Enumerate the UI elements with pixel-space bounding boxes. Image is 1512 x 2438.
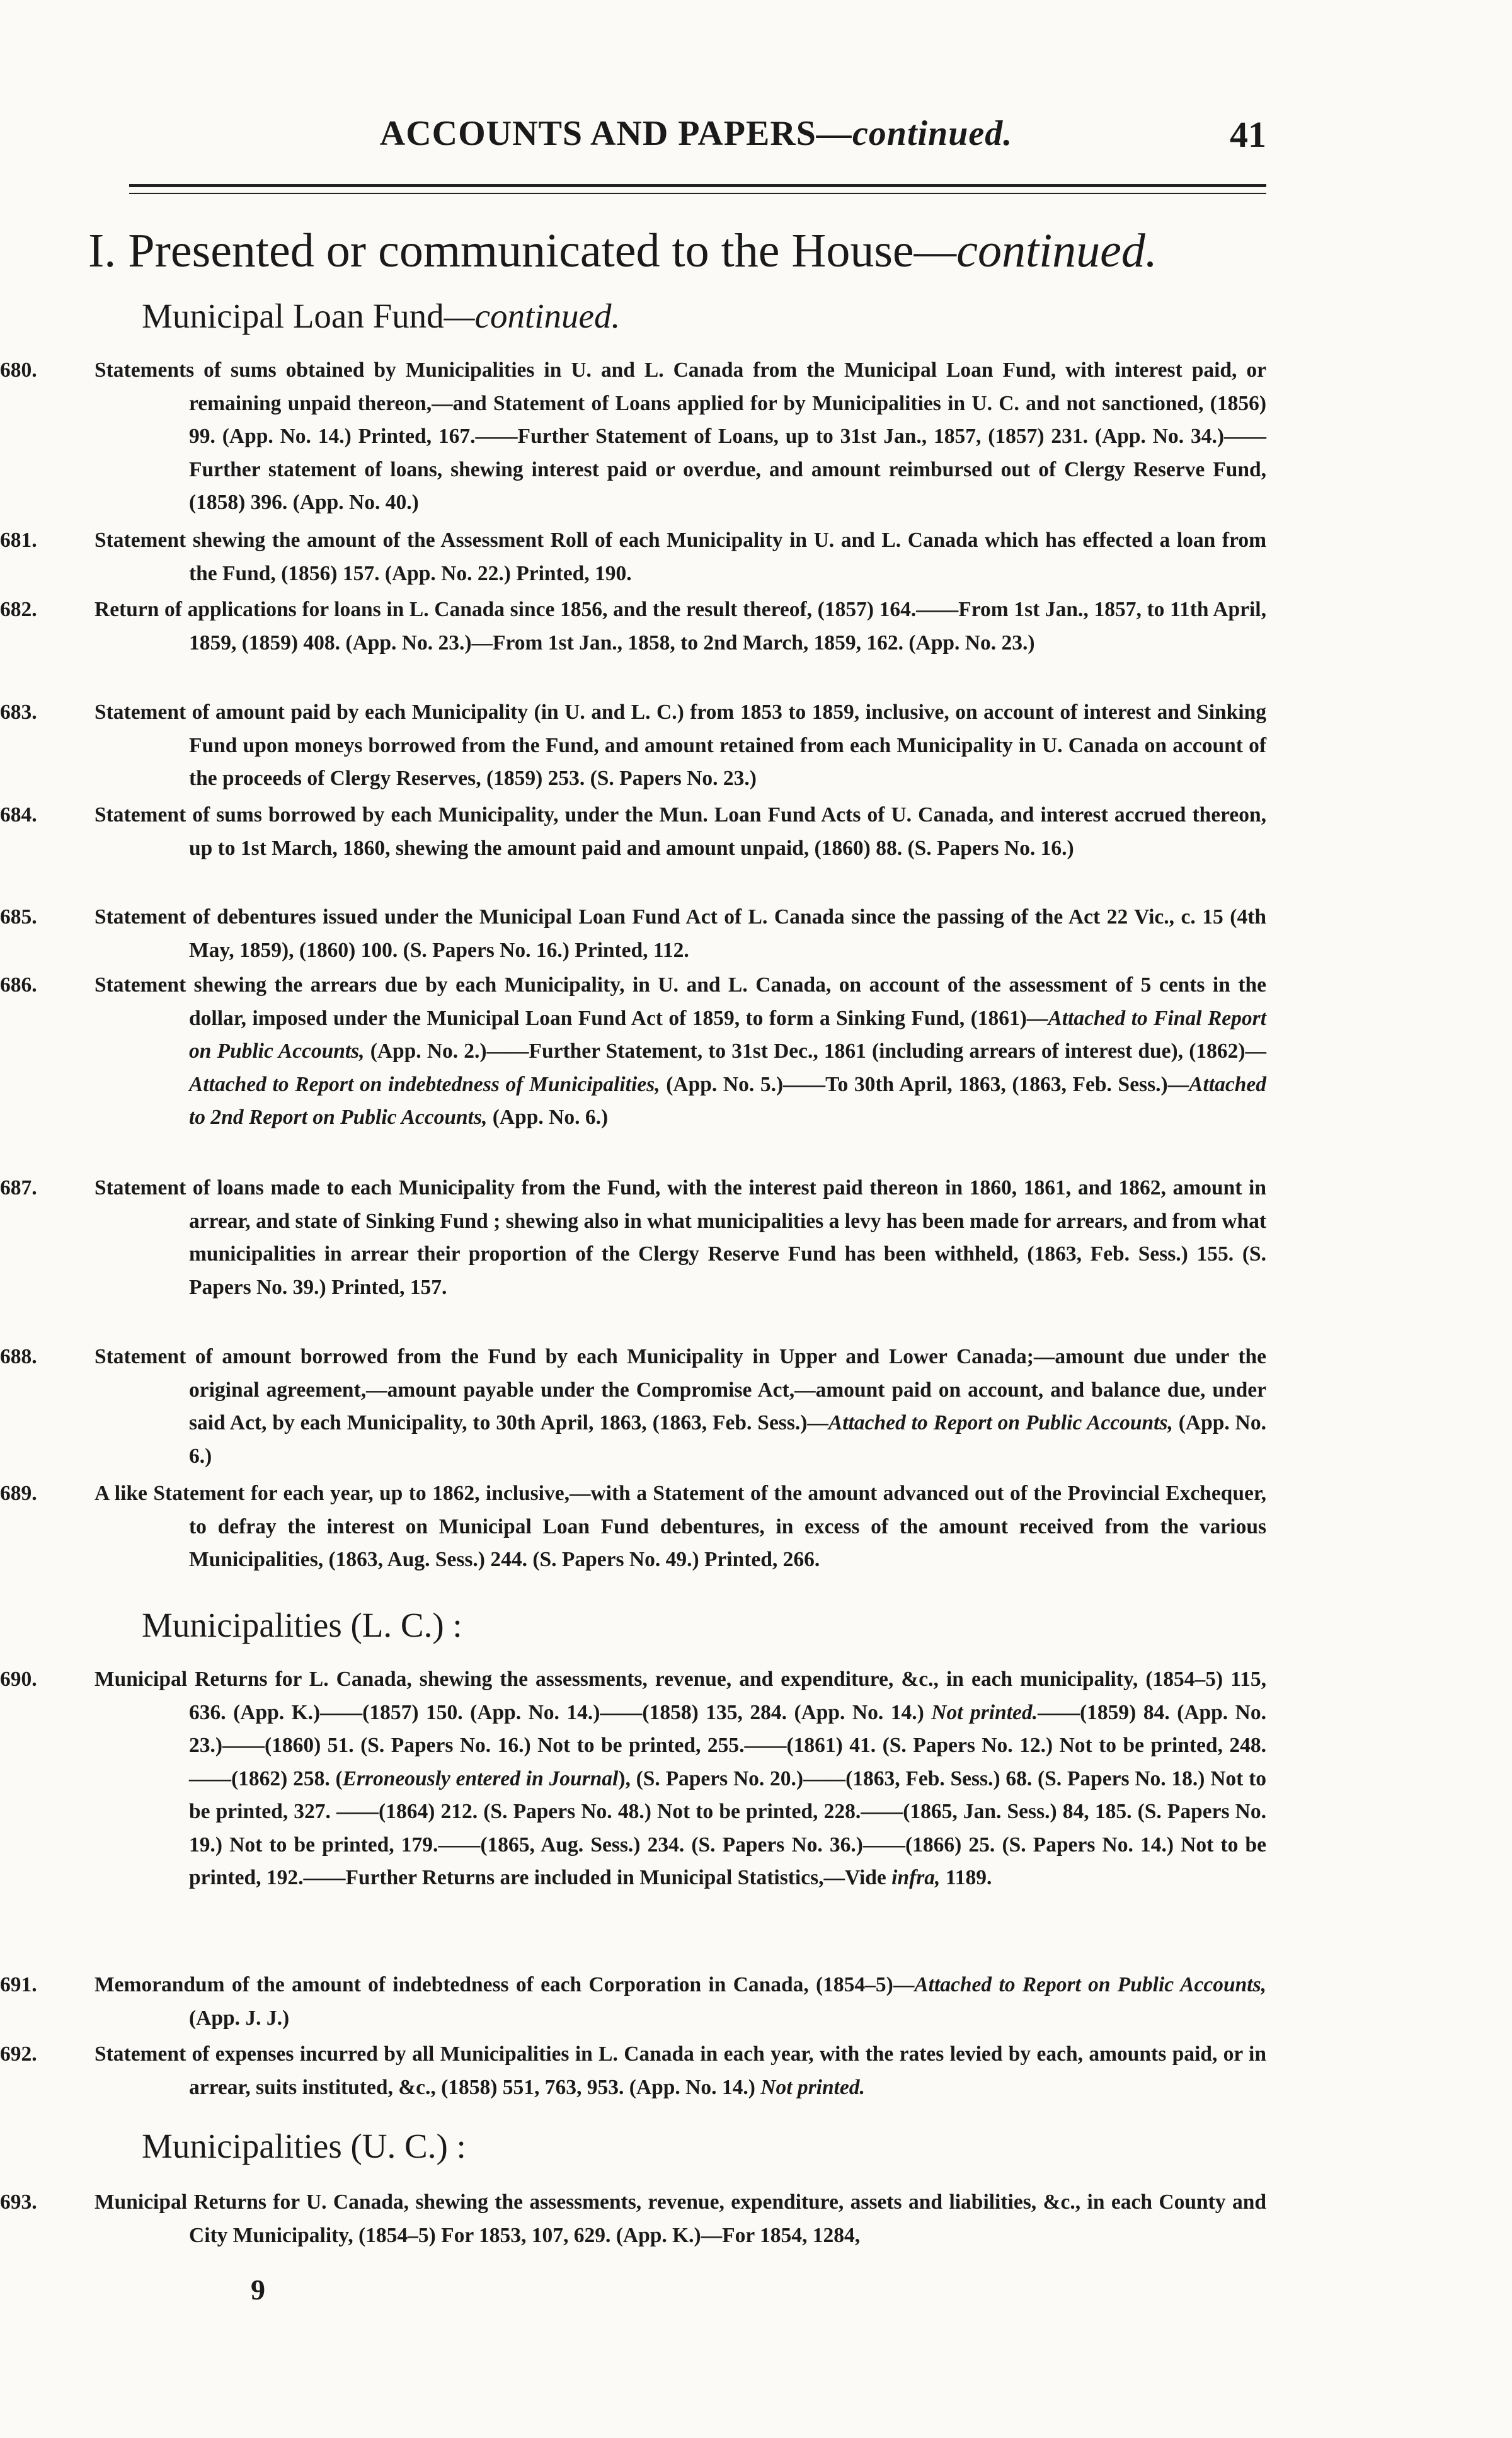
- subheading-loan-fund-cont: —continued.: [444, 297, 621, 335]
- entry-text: A like Statement for each year, up to 1862, inclusive,—with a Statement of the amount advanced out of the Provincial Exchequer, to defray the interest on Municipal Loan Fund debentures, in excess of the amount received from the various Municipalities, (1863, Aug. Sess.) 244. (S. Papers No. 49.) Printed, 266.: [94, 1482, 1266, 1571]
- entry-text: Statement of amount paid by each Municipality (in U. and L. C.) from 1853 to 1859, inclusive, on account of interest and Sinking Fund upon moneys borrowed from the Fund, and amount retained from each Municipality in U. Canada on account of the proceeds of Clergy Reserves, (1859) 253. (S. Papers No. 23.): [94, 701, 1266, 790]
- subheading-loan-fund-text: Municipal Loan Fund: [142, 297, 444, 335]
- entry-text: Statement of expenses incurred by all Municipalities in L. Canada in each year, with the rates levied by each, amounts paid, or in arrear, suits instituted, &c., (1858) 551, 763, 953. (App. No. 14.): [94, 2042, 1266, 2099]
- page-number: 41: [1230, 114, 1266, 155]
- subheading-municipalities-uc: Municipalities (U. C.) :: [142, 2127, 466, 2165]
- header-rule-thick: [129, 184, 1266, 187]
- entry-684: 684. Statement of sums borrowed by each Municipality, under the Mun. Loan Fund Acts of U. Canada, and interest accrued thereon, up to 1st March, 1860, shewing the amount paid and amount unpaid, (1860) 88. (S. Papers No. 16.): [0, 803, 1266, 860]
- entry-683: 683. Statement of amount paid by each Municipality (in U. and L. C.) from 1853 to 1859, inclusive, on account of interest and Sinking Fund upon moneys borrowed from the Fund, and amount retained from each Municipality in U. Canada on account of the proceeds of Clergy Reserves, (1859) 253. (S. Papers No. 23.): [0, 701, 1266, 790]
- entry-680: 680. Statements of sums obtained by Municipalities in U. and L. Canada from the Municipal Loan Fund, with interest paid, or remaining unpaid thereon,—and Statement of Loans applied for by Municipalities in U. C. and not sanctioned, (1856) 99. (App. No. 14.) Printed, 167.——Further Statement of Loans, up to 31st Jan., 1857, (1857) 231. (App. No. 34.)——Further statement of loans, shewing interest paid or overdue, and amount reimbursed out of Clergy Reserve Fund, (1858) 396. (App. No. 40.): [0, 358, 1266, 514]
- entry-691: 691. Memorandum of the amount of indebtedness of each Corporation in Canada, (1854–5)—Attached to Report on Public Accounts, (App. J. J.): [0, 1973, 1266, 2030]
- entry-text-italic: Erroneously entered in Journal: [342, 1766, 619, 1790]
- entry-text: Statement shewing the amount of the Assessment Roll of each Municipality in U. and L. Canada which has effected a loan from the Fund, (1856) 157. (App. No. 22.) Printed, 190.: [94, 529, 1266, 585]
- subheading-loan-fund: [142, 296, 620, 336]
- entry-688: 688. Statement of amount borrowed from the Fund by each Municipality in Upper and Lower Canada;—amount due under the original agreement,—amount payable under the Compromise Act,—amount paid on account, and balance due, under said Act, by each Municipality, to 30th April, 1863, (1863, Feb. Sess.)—Attached to Report on Public Accounts, (App. No. 6.): [0, 1345, 1266, 1468]
- entry-text: Statement of amount borrowed from the Fund by each Municipality in Upper and Lower Canada;—amount due under the original agreement,—amount payable under the Compromise Act,—amount paid on account, and balance due, under said Act, by each Municipality, to 30th April, 1863, (1863, Feb. Sess.)—: [94, 1345, 1266, 1434]
- section-heading: [88, 224, 1157, 278]
- entry-text-italic: Attached to Final Report on Public Accounts,: [189, 1006, 1266, 1063]
- entry-685: 685. Statement of debentures issued under the Municipal Loan Fund Act of L. Canada since the passing of the Act 22 Vic., c. 15 (4th May, 1859), (1860) 100. (S. Papers No. 16.) Printed, 112.: [0, 905, 1266, 962]
- entry-690: 690. Municipal Returns for L. Canada, shewing the assessments, revenue, and expenditure, &c., in each municipality, (1854–5) 115, 636. (App. K.)——(1857) 150. (App. No. 14.)——(1858) 135, 284. (App. No. 14.) Not printed.——(1859) 84. (App. No. 23.)——(1860) 51. (S. Papers No. 16.) Not to be printed, 255.——(1861) 41. (S. Papers No. 12.) Not to be printed, 248.——(1862) 258. (Erroneously entered in Journal), (S. Papers No. 20.)——(1863, Feb. Sess.) 68. (S. Papers No. 18.) Not to be printed, 327. ——(1864) 212. (S. Papers No. 48.) Not to be printed, 228.——(1865, Jan. Sess.) 84, 185. (S. Papers No. 19.) Not to be printed, 179.——(1865, Aug. Sess.) 234. (S. Papers No. 36.)——(1866) 25. (S. Papers No. 14.) Not to be printed, 192.——Further Returns are included in Municipal Statistics,—Vide infra, 1189.: [0, 1668, 1266, 1889]
- entry-text: Statement of debentures issued under the Municipal Loan Fund Act of L. Canada since the passing of the Act 22 Vic., c. 15 (4th May, 1859), (1860) 100. (S. Papers No. 16.) Printed, 112.: [94, 905, 1266, 962]
- entry-text: Statement of sums borrowed by each Municipality, under the Mun. Loan Fund Acts of U. Canada, and interest accrued thereon, up to 1st March, 1860, shewing the amount paid and amount unpaid, (1860) 88. (S. Papers No. 16.): [94, 803, 1266, 860]
- running-head-title-text: ACCOUNTS AND PAPERS: [379, 114, 816, 153]
- entry-text: Statements of sums obtained by Municipalities in U. and L. Canada from the Municipal Loan Fund, with interest paid, or remaining unpaid thereon,—and Statement of Loans applied for by Municipalities in U. C. and not sanctioned, (1856) 99. (App. No. 14.) Printed, 167.——Further Statement of Loans, up to 31st Jan., 1857, (1857) 231. (App. No. 34.)——Further statement of loans, shewing interest paid or overdue, and amount reimbursed out of Clergy Reserve Fund, (1858) 396. (App. No. 40.): [94, 358, 1266, 514]
- entry-text: (App. No. 2.)——Further Statement, to 31st Dec., 1861 (including arrears of interest due), (1862)—: [364, 1039, 1267, 1063]
- section-heading-cont: —continued.: [914, 224, 1157, 277]
- entry-text: (App. J. J.): [189, 2006, 290, 2030]
- subheading-municipalities-lc: Municipalities (L. C.) :: [142, 1606, 462, 1644]
- signature-mark: 9: [251, 2274, 265, 2306]
- entry-693: 693. Municipal Returns for U. Canada, shewing the assessments, revenue, expenditure, assets and liabilities, &c., in each County and City Municipality, (1854–5) For 1853, 107, 629. (App. K.)—For 1854, 1284,: [0, 2190, 1266, 2247]
- entry-text-italic: Attached to Report on indebtedness of Municipalities,: [189, 1072, 660, 1096]
- entry-text-italic: Attached to Report on Public Accounts,: [828, 1411, 1173, 1434]
- running-head-title: [126, 113, 1266, 154]
- entry-text: Municipal Returns for U. Canada, shewing the assessments, revenue, expenditure, assets and liabilities, &c., in each County and City Municipality, (1854–5) For 1853, 107, 629. (App. K.)—For 1854, 1284,: [94, 2190, 1266, 2247]
- entry-text: 1189.: [940, 1866, 992, 1889]
- entry-text: Statement shewing the arrears due by each Municipality, in U. and L. Canada, on account of the assessment of 5 cents in the dollar, imposed under the Municipal Loan Fund Act of 1859, to form a Sinking Fund, (1861)—: [94, 973, 1266, 1030]
- entry-text-italic: Not printed.: [931, 1700, 1038, 1724]
- section-heading-text: I. Presented or communicated to the House: [88, 224, 914, 277]
- entry-text: (App. No. 6.): [487, 1106, 609, 1129]
- entry-686: 686. Statement shewing the arrears due by each Municipality, in U. and L. Canada, on account of the assessment of 5 cents in the dollar, imposed under the Municipal Loan Fund Act of 1859, to form a Sinking Fund, (1861)—Attached to Final Report on Public Accounts, (App. No. 2.)——Further Statement, to 31st Dec., 1861 (including arrears of interest due), (1862)—Attached to Report on indebtedness of Municipalities, (App. No. 5.)——To 30th April, 1863, (1863, Feb. Sess.)—Attached to 2nd Report on Public Accounts, (App. No. 6.): [0, 973, 1267, 1129]
- entry-text: Memorandum of the amount of indebtedness of each Corporation in Canada, (1854–5)—: [94, 1973, 915, 1996]
- entry-682: 682. Return of applications for loans in L. Canada since 1856, and the result thereof, (1857) 164.——From 1st Jan., 1857, to 11th April, 1859, (1859) 408. (App. No. 23.)—From 1st Jan., 1858, to 2nd March, 1859, 162. (App. No. 23.): [0, 598, 1266, 655]
- entry-text-italic: infra,: [891, 1866, 941, 1889]
- entry-text: ), (S. Papers No. 20.)——(1863, Feb. Sess.) 68. (S. Papers No. 18.) Not to be printed, 327. ——(1864) 212. (S. Papers No. 48.) Not to be printed, 228.——(1865, Jan. Sess.) 84, 185. (S. Papers No. 19.) Not to be printed, 179.——(1865, Aug. Sess.) 234. (S. Papers No. 36.)——(1866) 25. (S. Papers No. 14.) Not to be printed, 192.——Further Returns are included in Municipal Statistics,—Vide: [189, 1766, 1266, 1889]
- entry-681: 681. Statement shewing the amount of the Assessment Roll of each Municipality in U. and L. Canada which has effected a loan from the Fund, (1856) 157. (App. No. 22.) Printed, 190.: [0, 529, 1266, 585]
- entry-text: (App. No. 5.)——To 30th April, 1863, (1863, Feb. Sess.)—: [660, 1072, 1189, 1096]
- entry-687: 687. Statement of loans made to each Municipality from the Fund, with the interest paid thereon in 1860, 1861, and 1862, amount in arrear, and state of Sinking Fund ; shewing also in what municipalities a levy has been made for arrears, and from what municipalities in arrear their proportion of the Clergy Reserve Fund has been withheld, (1863, Feb. Sess.) 155. (S. Papers No. 39.) Printed, 157.: [0, 1176, 1266, 1299]
- entry-text: Return of applications for loans in L. Canada since 1856, and the result thereof, (1857) 164.——From 1st Jan., 1857, to 11th April, 1859, (1859) 408. (App. No. 23.)—From 1st Jan., 1858, to 2nd March, 1859, 162. (App. No. 23.): [94, 598, 1266, 655]
- running-head: [126, 113, 1266, 164]
- entry-692: 692. Statement of expenses incurred by all Municipalities in L. Canada in each year, with the rates levied by each, amounts paid, or in arrear, suits instituted, &c., (1858) 551, 763, 953. (App. No. 14.) Not printed.: [0, 2042, 1266, 2099]
- header-rule-thin: [129, 193, 1266, 194]
- entry-text: ——(1859) 84. (App. No. 23.)——(1860) 51. (S. Papers No. 16.) Not to be printed, 255.——(1861) 41. (S. Papers No. 12.) Not to be printed, 248.——(1862) 258. (: [189, 1700, 1266, 1790]
- running-head-title-cont: —continued.: [816, 114, 1013, 153]
- entry-text-italic: Not printed.: [760, 2075, 865, 2099]
- entry-text-italic: Attached to Report on Public Accounts,: [914, 1973, 1266, 1996]
- entry-text: Statement of loans made to each Municipality from the Fund, with the interest paid thereon in 1860, 1861, and 1862, amount in arrear, and state of Sinking Fund ; shewing also in what municipalities a levy has been made for arrears, and from what municipalities in arrear their proportion of the Clergy Reserve Fund has been withheld, (1863, Feb. Sess.) 155. (S. Papers No. 39.) Printed, 157.: [94, 1176, 1266, 1299]
- entry-text: Municipal Returns for L. Canada, shewing the assessments, revenue, and expenditure, &c., in each municipality, (1854–5) 115, 636. (App. K.)——(1857) 150. (App. No. 14.)——(1858) 135, 284. (App. No. 14.): [94, 1668, 1266, 1724]
- entry-689: 689. A like Statement for each year, up to 1862, inclusive,—with a Statement of the amount advanced out of the Provincial Exchequer, to defray the interest on Municipal Loan Fund debentures, in excess of the amount received from the various Municipalities, (1863, Aug. Sess.) 244. (S. Papers No. 49.) Printed, 266.: [0, 1482, 1266, 1571]
- entry-text: (App. No. 6.): [189, 1411, 1266, 1468]
- entry-text-italic: Attached to 2nd Report on Public Accounts,: [189, 1072, 1266, 1129]
